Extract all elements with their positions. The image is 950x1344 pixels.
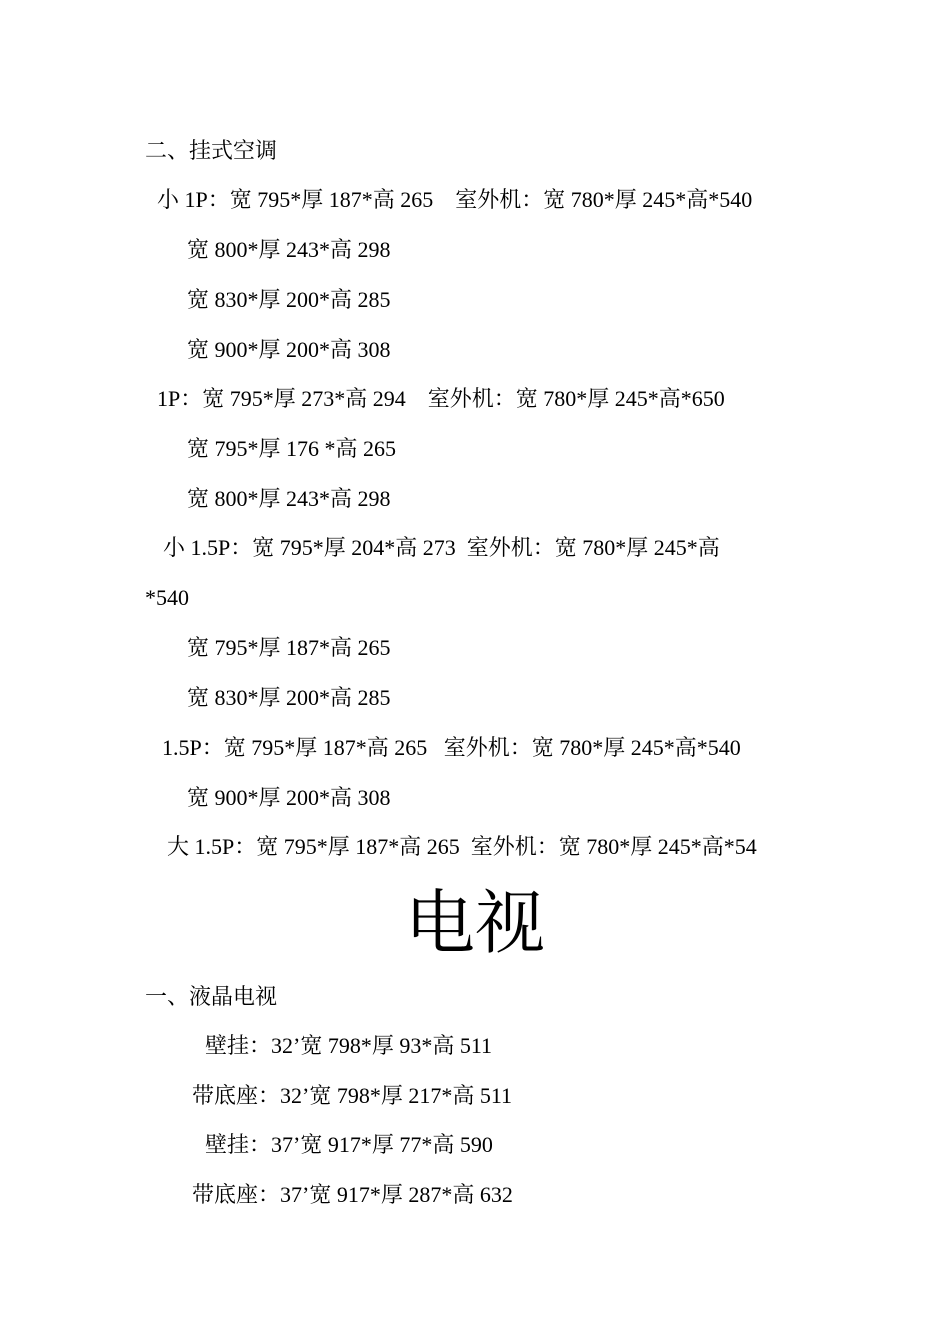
- ac-spec-line: 宽 900*厚 200*高 308: [187, 785, 391, 810]
- ac-section-heading: 二、挂式空调: [145, 138, 278, 163]
- ac-spec-line: 小 1P：宽 795*厚 187*高 265 室外机：宽 780*厚 245*高*540: [157, 187, 753, 212]
- ac-spec-line: 大 1.5P：宽 795*厚 187*高 265 室外机：宽 780*厚 245*高*54: [167, 834, 757, 859]
- tv-spec-line: 壁挂：32’宽 798*厚 93*高 511: [205, 1033, 493, 1058]
- tv-section-heading: 一、液晶电视: [145, 984, 278, 1009]
- ac-spec-line: 宽 830*厚 200*高 285: [187, 685, 391, 710]
- ac-spec-line: *540: [145, 585, 189, 610]
- ac-spec-line: 宽 795*厚 176 *高 265: [187, 436, 397, 461]
- tv-spec-line: 带底座：37’宽 917*厚 287*高 632: [192, 1182, 513, 1207]
- ac-spec-line: 宽 800*厚 243*高 298: [187, 237, 391, 262]
- tv-spec-line: 带底座：32’宽 798*厚 217*高 511: [192, 1083, 513, 1108]
- ac-spec-line: 1.5P：宽 795*厚 187*高 265 室外机：宽 780*厚 245*高*540: [162, 735, 741, 760]
- ac-spec-line: 宽 830*厚 200*高 285: [187, 287, 391, 312]
- ac-spec-line: 宽 795*厚 187*高 265: [187, 635, 391, 660]
- ac-spec-line: 宽 800*厚 243*高 298: [187, 486, 391, 511]
- tv-spec-line: 壁挂：37’宽 917*厚 77*高 590: [205, 1132, 493, 1157]
- ac-spec-line: 宽 900*厚 200*高 308: [187, 337, 391, 362]
- ac-spec-line: 1P：宽 795*厚 273*高 294 室外机：宽 780*厚 245*高*650: [157, 386, 725, 411]
- tv-section-title: 电视: [405, 886, 545, 963]
- ac-spec-line: 小 1.5P：宽 795*厚 204*高 273 室外机：宽 780*厚 245*高: [163, 535, 720, 560]
